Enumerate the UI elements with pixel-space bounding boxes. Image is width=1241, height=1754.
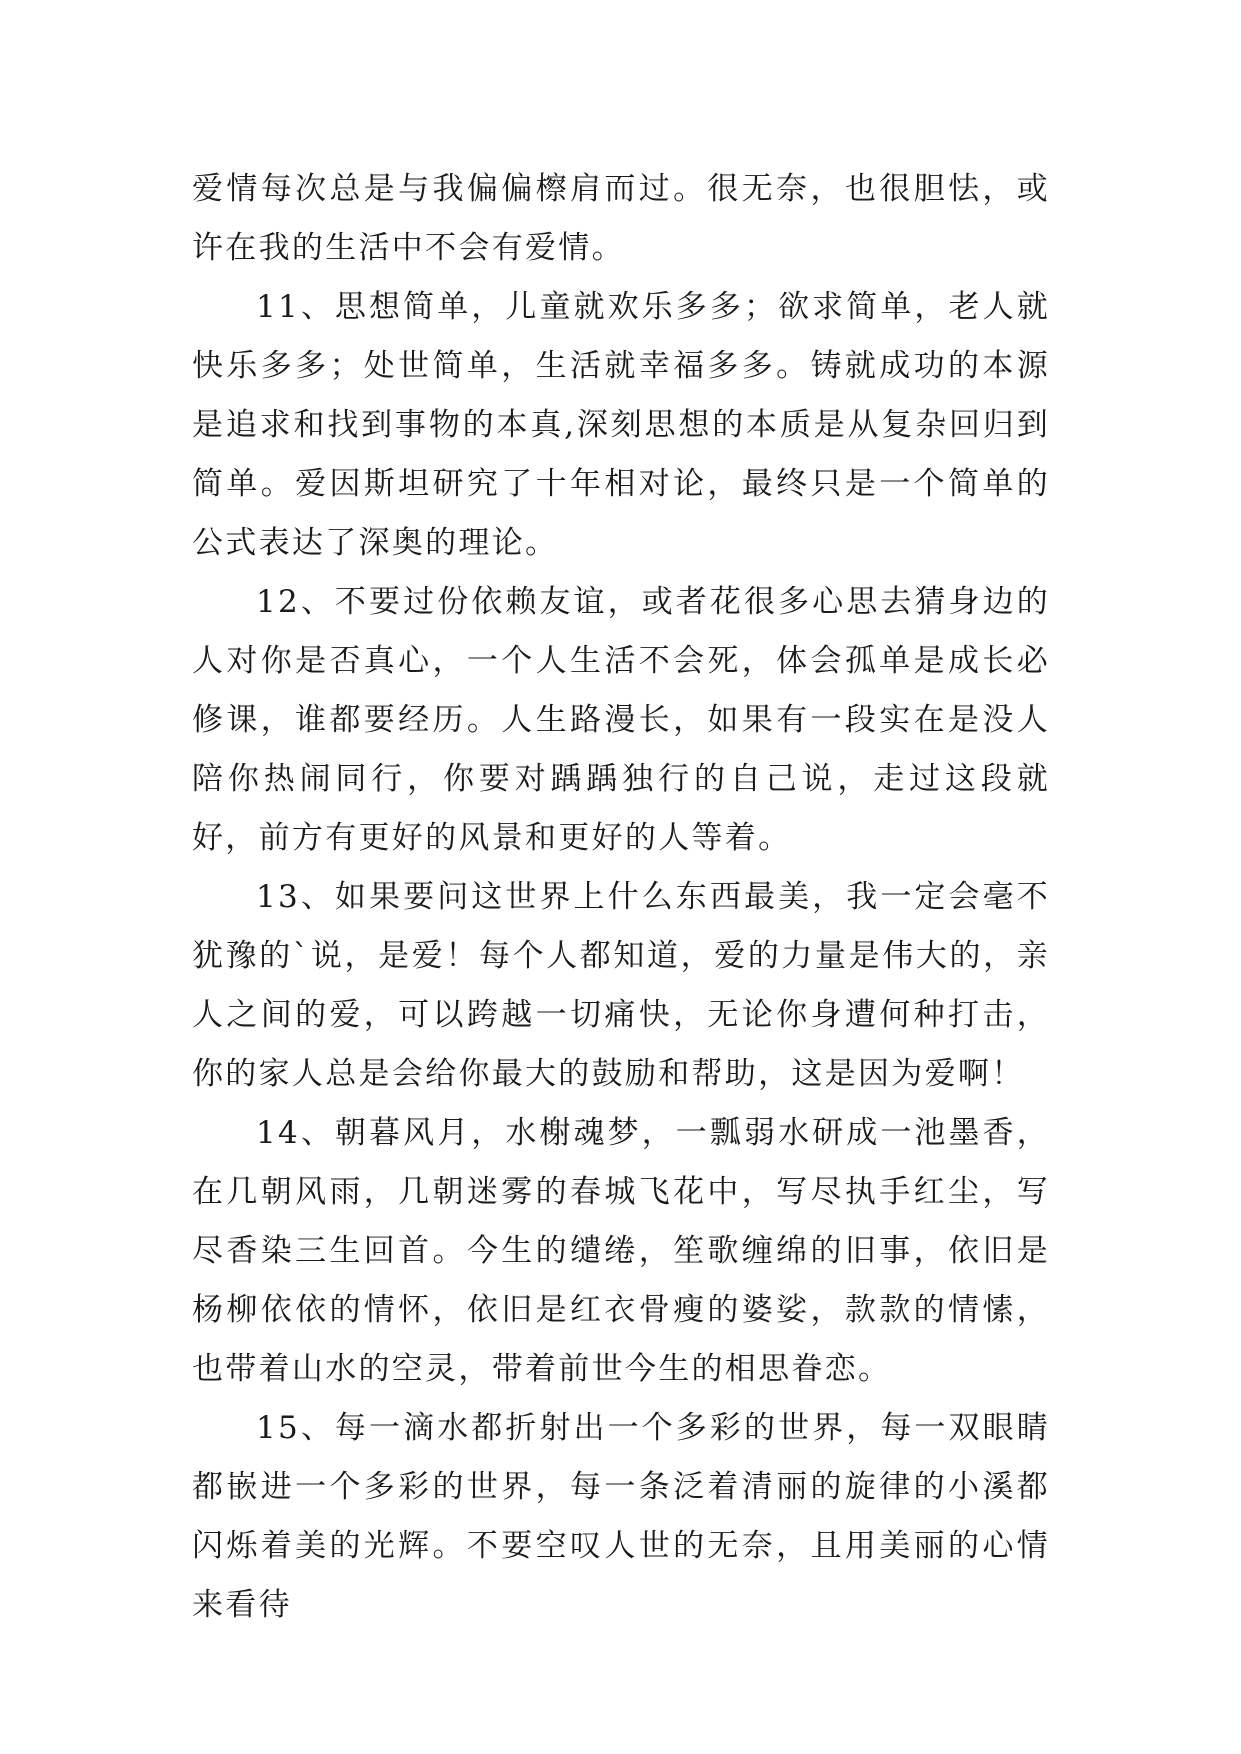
paragraph-14: 14、朝暮风月，水榭魂梦，一瓢弱水研成一池墨香，在几朝风雨，几朝迷雾的春城飞花中，写尽执手红尘，写尽香染三生回首。今生的缱绻，笙歌缠绵的旧事，依旧是杨柳依依的情怀，依旧是红衣骨瘦的婆娑，款款的情愫，也带着山水的空灵，带着前世今生的相思眷恋。 — [192, 1115, 1050, 1387]
paragraph-1: 爱情每次总是与我偏偏檫肩而过。很无奈，也很胆怯，或许在我的生活中不会有爱情。 — [192, 171, 1050, 266]
paragraph-15: 15、每一滴水都折射出一个多彩的世界，每一双眼睛都嵌进一个多彩的世界，每一条泛着清丽的旋律的小溪都闪烁着美的光辉。不要空叹人世的无奈，且用美丽的心情来看待 — [192, 1410, 1050, 1623]
paragraph-13: 13、如果要问这世界上什么东西最美，我一定会毫不犹豫的`说，是爱！每个人都知道，爱的力量是伟大的，亲人之间的爱，可以跨越一切痛快，无论你身遭何种打击，你的家人总是会给你最大的鼓励和帮助，这是因为爱啊！ — [192, 879, 1050, 1092]
paragraph-11: 11、思想简单，儿童就欢乐多多；欲求简单，老人就快乐多多；处世简单，生活就幸福多多。铸就成功的本源是追求和找到事物的本真,深刻思想的本质是从复杂回归到简单。爱因斯坦研究了十年相对论，最终只是一个简单的公式表达了深奥的理论。 — [192, 289, 1050, 561]
document-body — [192, 160, 1050, 1635]
paragraph-12: 12、不要过份依赖友谊，或者花很多心思去猜身边的人对你是否真心，一个人生活不会死，体会孤单是成长必修课，谁都要经历。人生路漫长，如果有一段实在是没人陪你热闹同行，你要对踽踽独行的自己说，走过这段就好，前方有更好的风景和更好的人等着。 — [192, 584, 1050, 856]
